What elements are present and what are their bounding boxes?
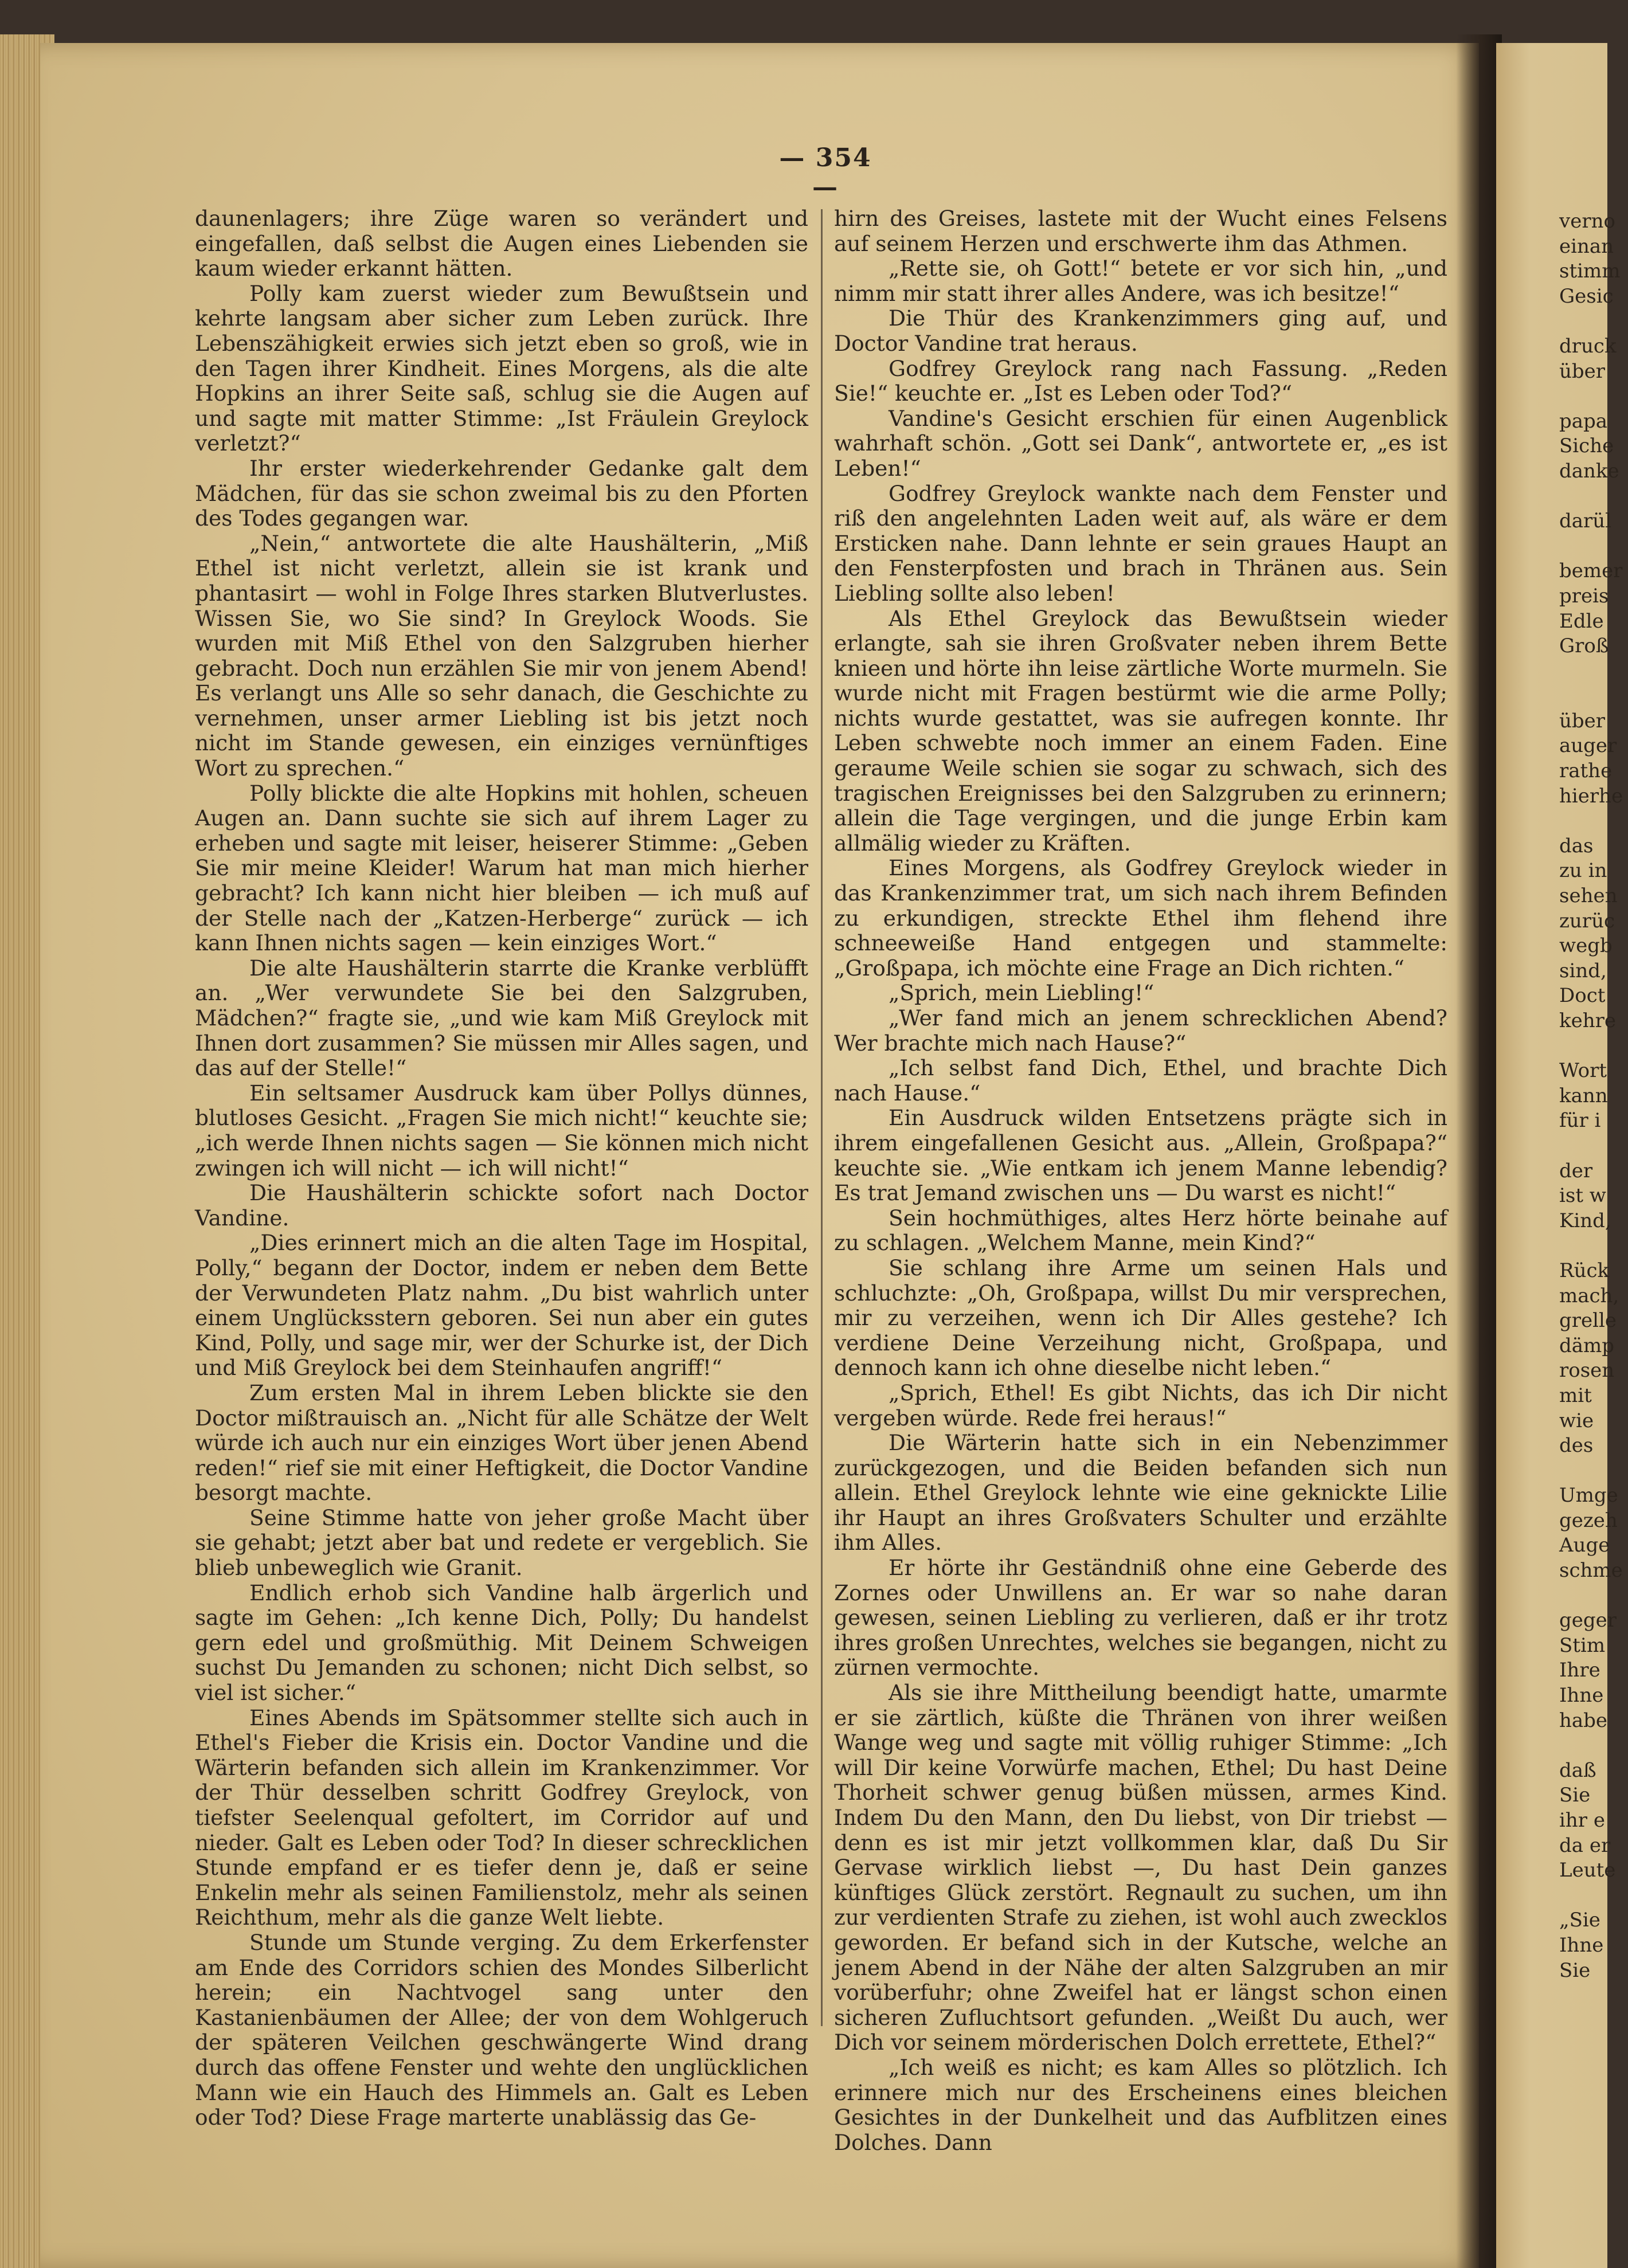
paragraph: Eines Abends im Spätsommer stellte sich auch in Ethel's Fieber die Krisis ein. Doctor Vandine und die Wärterin befanden sich allein im Krankenzimmer. Vor der Thür desselben schritt Godfrey Greylock, von tiefster Seelenqual gefoltert, im Corridor auf und nieder. Galt es Leben oder Tod? In dieser schrecklichen Stunde empfand er es tiefer denn je, daß er seine Enkelin mehr als seinen Familienstolz, mehr als seinen Reichthum, mehr als die ganze Welt liebte. <box>195 1705 808 1930</box>
facing-page-text <box>1559 209 1628 1983</box>
facing-page-line: stimm <box>1559 260 1621 283</box>
facing-page-line <box>1559 1883 1628 1909</box>
paragraph: Ein seltsamer Ausdruck kam über Pollys dünnes, blutloses Gesicht. „Fragen Sie mich nicht!“ keuchte sie; „ich werde Ihnen nichts sagen — Sie können mich nicht zwingen ich will nicht — ich will nicht!“ <box>195 1080 808 1181</box>
paragraph: Sie schlang ihre Arme um seinen Hals und schluchzte: „Oh, Großpapa, willst Du mir versprechen, mir zu verzeihen, wenn ich Dir Alles gestehe? Ich verdiene Deine Verzeihung nicht, Großpapa, und dennoch kann ich ohne dieselbe nicht leben.“ <box>834 1255 1447 1381</box>
facing-page-line: für i <box>1559 1109 1601 1133</box>
paragraph: Die Haushälterin schickte sofort nach Doctor Vandine. <box>195 1180 808 1231</box>
paragraph: Sein hochmüthiges, altes Herz hörte beinahe auf zu schlagen. „Welchem Manne, mein Kind?“ <box>834 1205 1447 1256</box>
facing-page-line: verno <box>1559 210 1615 233</box>
paragraph: „Sprich, Ethel! Es gibt Nichts, das ich Dir nicht vergeben würde. Rede frei heraus!“ <box>834 1380 1447 1431</box>
paragraph: Die Thür des Krankenzimmers ging auf, und Doctor Vandine trat heraus. <box>834 305 1447 356</box>
paragraph: Polly kam zuerst wieder zum Bewußtsein und kehrte langsam aber sicher zum Leben zurück. Ihre Lebenszähigkeit erwies sich jetzt eben so groß, wie in den Tagen ihrer Kindheit. Eines Morgens, als die alte Hopkins an ihrer Seite saß, schlug sie die Augen auf und sagte mit matter Stimme: „Ist Fräulein Greylock verletzt?“ <box>195 280 808 456</box>
facing-page-line: gezeh <box>1559 1509 1618 1532</box>
facing-page-line: Groß <box>1559 634 1609 658</box>
paragraph: Zum ersten Mal in ihrem Leben blickte sie den Doctor mißtrauisch an. „Nicht für alle Schätze der Welt würde ich auch nur ein einziges Wort über jenen Abend reden!“ rief sie mit einer Heftigkeit, die Doctor Vandine besorgt machte. <box>195 1380 808 1506</box>
facing-page-line: danke <box>1559 459 1619 483</box>
facing-page-line: sehen <box>1559 884 1618 908</box>
facing-page-line: wie <box>1559 1409 1594 1432</box>
paragraph: „Ich selbst fand Dich, Ethel, und brachte Dich nach Hause.“ <box>834 1055 1447 1106</box>
facing-page-line: einan <box>1559 234 1614 258</box>
facing-page-line: das <box>1559 834 1594 857</box>
facing-page-line <box>1559 1034 1628 1059</box>
paragraph: daunenlagers; ihre Züge waren so verändert und eingefallen, daß selbst die Augen eines Liebenden sie kaum wieder erkannt hätten. <box>195 206 808 281</box>
facing-page-line: über <box>1559 359 1606 383</box>
facing-page-line: ist w <box>1559 1184 1606 1208</box>
facing-page-line: hierhe <box>1559 784 1623 808</box>
facing-page-line: geger <box>1559 1609 1617 1632</box>
facing-page-line <box>1559 534 1628 559</box>
facing-page-line: „Sie <box>1559 1909 1600 1932</box>
facing-page-line: Rück <box>1559 1259 1610 1282</box>
paragraph: „Ich weiß es nicht; es kam Alles so plötzlich. Ich erinnere mich nur des Erscheinens eines bleichen Gesichtes in der Dunkelheit und das Aufblitzen eines Dolches. Dann <box>834 2054 1447 2155</box>
paragraph: hirn des Greises, lastete mit der Wucht eines Felsens auf seinem Herzen und erschwerte ihm das Athmen. <box>834 206 1447 256</box>
facing-page-line: Sie <box>1559 1784 1591 1807</box>
facing-page-line: über <box>1559 709 1606 733</box>
paragraph: Als sie ihre Mittheilung beendigt hatte, umarmte er sie zärtlich, küßte die Thränen von ihrer weißen Wange weg und sagte mit völlig ruhiger Stimme: „Ich will Dir keine Vorwürfe machen, Ethel; Du hast Deine Thorheit schwer genug büßen müssen, armes Kind. Indem Du den Mann, den Du liebst, von Dir triebst — denn es ist mir jetzt vollkommen klar, daß Du Sir Gervase wirklich liebst —, Du hast Dein ganzes künftiges Glück zerstört. Regnault zu suchen, um ihn zur verdienten Strafe zu ziehen, ist wohl auch zwecklos geworden. Er befand sich in der Kutsche, welche an jenem Abend in der Nähe der alten Salzgruben an mir vorüberfuhr; ohne Zweifel hat er längst schon einen sicheren Zufluchtsort gefunden. „Weißt Du auch, wer Dich vor seinem mörderischen Dolch errettete, Ethel?“ <box>834 1680 1447 2055</box>
facing-page-line: kann <box>1559 1084 1608 1107</box>
column-divider <box>821 209 823 2026</box>
facing-page-line <box>1559 1733 1628 1758</box>
facing-page-line: Auge <box>1559 1534 1610 1557</box>
facing-page-line: Doct <box>1559 984 1606 1008</box>
facing-page-line: bemer <box>1559 559 1623 583</box>
page-number: — 354 — <box>779 143 872 202</box>
facing-page-line: darül <box>1559 510 1612 533</box>
facing-page-line <box>1559 1134 1628 1159</box>
facing-page-line: Wort <box>1559 1059 1607 1083</box>
text-column-right <box>834 206 1447 2155</box>
facing-page-line: Ihre <box>1559 1659 1600 1682</box>
facing-page-line: Ihne <box>1559 1684 1604 1707</box>
facing-page-line <box>1559 809 1628 834</box>
paragraph: Eines Morgens, als Godfrey Greylock wieder in das Krankenzimmer trat, um sich nach ihrem Befinden zu erkundigen, streckte Ethel ihm flehend ihre schneeweiße Hand entgegen und stammelte: „Großpapa, ich möchte eine Frage an Dich richten.“ <box>834 855 1447 981</box>
text-column-left <box>195 206 808 2130</box>
facing-page-line: zu in <box>1559 859 1607 883</box>
facing-page-line <box>1559 684 1628 709</box>
facing-page-line: rathe <box>1559 759 1613 783</box>
facing-page-line: Ihne <box>1559 1933 1604 1957</box>
paragraph: Seine Stimme hatte von jeher große Macht über sie gehabt; jetzt aber bat und redete er vergeblich. Sie blieb unbeweglich wie Granit. <box>195 1505 808 1581</box>
facing-page-line: papa <box>1559 409 1608 433</box>
facing-page-line: Sie <box>1559 1958 1591 1982</box>
facing-page-line: Siche <box>1559 434 1614 458</box>
paragraph: Als Ethel Greylock das Bewußtsein wieder erlangte, sah sie ihren Großvater neben ihrem Bette knieen und hörte ihn leise zärtliche Worte murmeln. Sie wurde nicht mit Fragen bestürmt wie die arme Polly; nichts wurde gestattet, was sie aufregen konnte. Ihr Leben schwebte noch immer an einem Faden. Eine geraume Weile schien sie sogar zu schwach, sich des tragischen Ereignisses bei den Salzgruben zu erinnern; allein die Tage vergingen, und die junge Erbin kam allmälig wieder zu Kräften. <box>834 605 1447 856</box>
facing-page-line <box>1559 309 1628 334</box>
book-spine-shadow <box>1456 34 1502 2268</box>
paragraph: „Rette sie, oh Gott!“ betete er vor sich hin, „und nimm mir statt ihrer alles Andere, was ich besitze!“ <box>834 256 1447 306</box>
paragraph: Die alte Haushälterin starrte die Kranke verblüfft an. „Wer verwundete Sie bei den Salzgruben, Mädchen?“ fragte sie, „und wie kam Miß Greylock mit Ihnen dort zusammen? Sie müssen mir Alles sagen, und das auf der Stelle!“ <box>195 955 808 1081</box>
paragraph: Ihr erster wiederkehrender Gedanke galt dem Mädchen, für das sie schon zweimal bis zu den Pforten des Todes gegangen war. <box>195 455 808 531</box>
facing-page-line: da er <box>1559 1834 1611 1857</box>
facing-page-line <box>1559 1459 1628 1484</box>
paragraph: Polly blickte die alte Hopkins mit hohlen, scheuen Augen an. Dann suchte sie sich auf ihrem Lager zu erheben und sagte mit leiser, heiserer Stimme: „Geben Sie mir meine Kleider! Warum hat man mich hierher gebracht? Ich kann nicht hier bleiben — ich muß auf der Stelle nach der „Katzen-Herberge“ zurück — ich kann Ihnen nichts sagen — kein einziges Wort.“ <box>195 780 808 956</box>
paragraph: Er hörte ihr Geständniß ohne eine Geberde des Zornes oder Unwillens an. Er war so nahe daran gewesen, seinen Liebling zu verlieren, daß er ihr trotz ihres großen Unrechtes, welches sie begangen, nicht zu zürnen vermochte. <box>834 1555 1447 1681</box>
paragraph: Godfrey Greylock wankte nach dem Fenster und riß den angelehnten Laden weit auf, als wäre er dem Ersticken nahe. Dann lehnte er sein graues Haupt an den Fensterpfosten und brach in Thränen aus. Sein Liebling sollte also leben! <box>834 480 1447 606</box>
facing-page-line <box>1559 484 1628 510</box>
facing-page-line: Gesic <box>1559 284 1614 308</box>
facing-page-line: preis <box>1559 584 1609 608</box>
facing-page-line: kehre <box>1559 1009 1616 1032</box>
paragraph: Ein Ausdruck wilden Entsetzens prägte sich in ihrem eingefallenen Gesicht aus. „Allein, Großpapa?“ keuchte sie. „Wie entkam ich jenem Manne lebendig? Es trat Jemand zwischen uns — Du warst es nicht!“ <box>834 1105 1447 1206</box>
facing-page-line <box>1559 384 1628 409</box>
facing-page-line: wegb <box>1559 934 1613 958</box>
facing-page-line: ihr e <box>1559 1809 1605 1832</box>
facing-page-line: mit <box>1559 1384 1592 1407</box>
paragraph: Stunde um Stunde verging. Zu dem Erkerfenster am Ende des Corridors schien des Mondes Silberlicht herein; ein Nachtvogel sang unter den Kastanienbäumen der Allee; der von dem Wohlgeruch der späteren Veilchen geschwängerte Wind drang durch das offene Fenster und wehte den unglücklichen Mann wie ein Hauch des Himmels an. Galt es Leben oder Tod? Diese Frage marterte unablässig das Ge- <box>195 1929 808 2130</box>
paragraph: „Dies erinnert mich an die alten Tage im Hospital, Polly,“ begann der Doctor, indem er neben dem Bette der Verwundeten Platz nahm. „Du bist wahrlich unter einem Unglücksstern geboren. Sei nun aber ein gutes Kind, Polly, und sage mir, wer der Schurke ist, der Dich und Miß Greylock bei dem Steinhaufen angriff!“ <box>195 1230 808 1381</box>
facing-page-line: zurüc <box>1559 909 1615 933</box>
paragraph: „Nein,“ antwortete die alte Haushälterin, „Miß Ethel ist nicht verletzt, allein sie ist krank und phantasirt — wohl in Folge Ihres starken Blutverlustes. Wissen Sie, wo Sie sind? In Greylock Woods. Sie wurden mit Miß Ethel von den Salzgruben hierher gebracht. Doch nun erzählen Sie mir von jenem Abend! Es verlangt uns Alle so sehr danach, die Geschichte zu vernehmen, unser armer Liebling ist bis jetzt noch nicht im Stande gewesen, ein einziges vernünftiges Wort zu sprechen.“ <box>195 530 808 781</box>
facing-page-line: habe <box>1559 1709 1608 1732</box>
facing-page-line: Edle <box>1559 609 1604 633</box>
paragraph: Die Wärterin hatte sich in ein Nebenzimmer zurückgezogen, und die Beiden befanden sich nun allein. Ethel Greylock lehnte wie eine geknickte Lilie ihr Haupt an ihres Großvaters Schulter und erzählte ihm Alles. <box>834 1430 1447 1556</box>
facing-page-line: auger <box>1559 734 1617 758</box>
facing-page-line <box>1559 1584 1628 1609</box>
paragraph: „Wer fand mich an jenem schrecklichen Abend? Wer brachte mich nach Hause?“ <box>834 1005 1447 1056</box>
facing-page-line: daß <box>1559 1758 1596 1782</box>
paragraph: Vandine's Gesicht erschien für einen Augenblick wahrhaft schön. „Gott sei Dank“, antwortete er, „es ist Leben!“ <box>834 405 1447 481</box>
facing-page-line: Stim <box>1559 1634 1606 1657</box>
paragraph: Godfrey Greylock rang nach Fassung. „Reden Sie!“ keuchte er. „Ist es Leben oder Tod?“ <box>834 355 1447 406</box>
paragraph: Endlich erhob sich Vandine halb ärgerlich und sagte im Gehen: „Ich kenne Dich, Polly; Du handelst gern edel und großmüthig. Mit Deinem Schweigen suchst Du Jemanden zu schonen; nicht Dich selbst, so viel ist sicher.“ <box>195 1580 808 1706</box>
facing-page-line: sind, <box>1559 959 1607 982</box>
facing-page-line: grelle <box>1559 1309 1617 1333</box>
facing-page-line: rosen <box>1559 1359 1615 1382</box>
facing-page-line: druck <box>1559 334 1617 358</box>
facing-page-line <box>1559 1233 1628 1259</box>
facing-page-line: des <box>1559 1434 1594 1458</box>
facing-page-line <box>1559 659 1628 684</box>
facing-page-line: der <box>1559 1159 1593 1182</box>
facing-page-line: Umge <box>1559 1484 1618 1507</box>
facing-page-line: dämp <box>1559 1334 1615 1357</box>
facing-page-line: Kind, <box>1559 1209 1611 1232</box>
facing-page-line: mach, <box>1559 1284 1619 1307</box>
paragraph: „Sprich, mein Liebling!“ <box>889 980 1155 1006</box>
facing-page-line: Leute <box>1559 1859 1616 1882</box>
facing-page-line: schme <box>1559 1559 1623 1582</box>
